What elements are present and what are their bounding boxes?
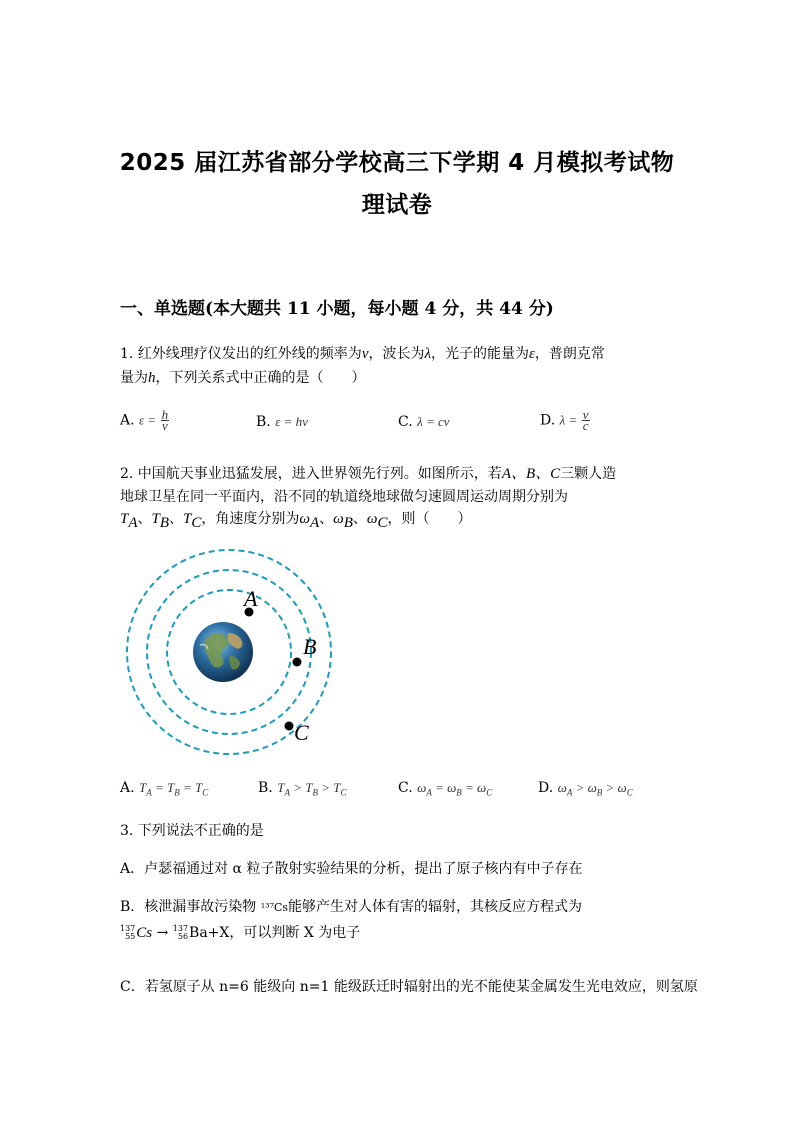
q3-option-b-line2: 137 55 Cs → 137 56 Ba+X，可以判断 X 为电子 [120,924,361,941]
q2-line2: 地球卫星在同一平面内，沿不同的轨道绕地球做匀速圆周运动周期分别为 [120,489,568,505]
q3-stem: 3. 下列说法不正确的是 [120,823,264,839]
satellite-c [285,722,294,731]
satellite-b [293,658,302,667]
q1-line2: 量为h，下列关系式中正确的是（ ） [120,370,366,386]
q2-option-b: B. $T_A > T_B > T_C$ [258,780,347,798]
q2-option-c: C. $\omega_A = \omega_B = \omega_C$ [398,780,493,798]
page-title-line1: 2025 届江苏省部分学校高三下学期 4 月模拟考试物 [119,150,675,176]
q1-option-c: C. λ = cν [398,414,450,430]
earth-image [193,622,253,682]
q2-line3: $T_A$、$T_B$、$T_C$，角速度分别为$\omega_A$、$\omega_B$、$\omega_C$，则（ ） [120,511,472,531]
q1-option-a: A. ε = $\frac{h}{\nu}$ [120,407,169,433]
q2-line1: 2. 中国航天事业迅猛发展，进入世界领先行列。如图所示，若A、B、C三颗人造 [120,466,617,482]
label-a: A [244,586,258,611]
q1-option-b: B. ε = hν [256,414,308,430]
q2-option-d: D. $\omega_A > \omega_B > \omega_C$ [538,780,633,798]
label-b: B [303,634,317,659]
section-heading: 一、单选题(本大题共 11 小题，每小题 4 分，共 44 分) [120,299,554,319]
label-c: C [294,720,309,745]
q3-option-b-line1: B．核泄漏事故污染物 ¹³⁷Cs能够产生对人体有害的辐射，其核反应方程式为 [120,899,583,915]
orbit-diagram [110,545,370,755]
q2-option-a: A. $T_A = T_B = T_C$ [120,780,209,798]
q1-option-d: D. λ = $\frac{\nu}{c}$ [540,407,589,433]
page-title-line2: 理试卷 [361,192,433,218]
q3-option-a: A．卢瑟福通过对 α 粒子散射实验结果的分析，提出了原子核内有中子存在 [120,861,583,877]
q3-option-c: C．若氢原子从 n=6 能级向 n=1 能级跃迁时辐射出的光不能使某金属发生光电效应，则氢原 [120,979,698,995]
q1-line1: 1. 红外线理疗仪发出的红外线的频率为ν，波长为λ，光子的能量为ε，普朗克常 [120,346,605,362]
